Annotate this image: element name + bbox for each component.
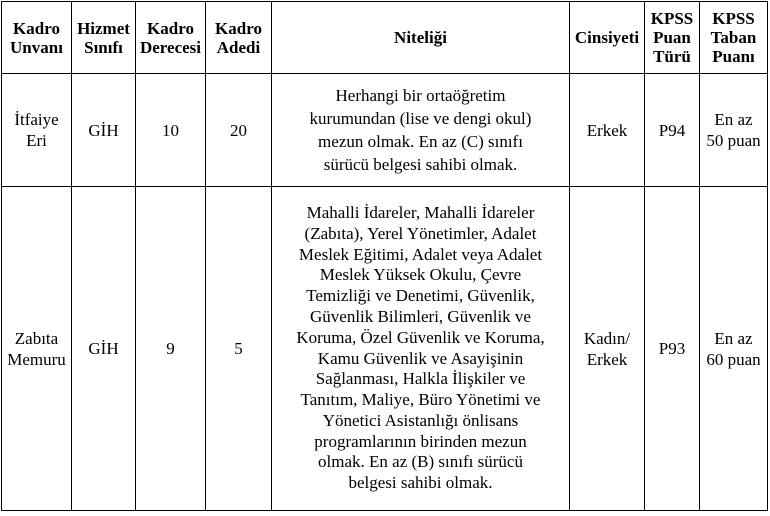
cell-kpss-puan-turu: P94 <box>645 74 700 187</box>
cell-kadro-adedi: 20 <box>206 74 272 187</box>
cell-hizmet-sinifi: GİH <box>72 187 136 511</box>
header-row <box>2 2 768 74</box>
kadro-table <box>1 1 768 511</box>
cell-kadro-derecesi: 9 <box>136 187 206 511</box>
cell-kadro-unvani: Zabıta Memuru <box>2 187 72 511</box>
header-kpss-taban-puani: KPSS Taban Puanı <box>700 2 768 74</box>
header-niteligi: Niteliği <box>272 2 570 74</box>
cell-kadro-adedi: 5 <box>206 187 272 511</box>
header-cinsiyeti: Cinsiyeti <box>570 2 645 74</box>
cell-niteligi: Mahalli İdareler, Mahalli İdareler (Zabıta), Yerel Yönetimler, Adalet Meslek Eğitimi, Adalet veya Adalet Meslek Yüksek Okulu, Çevre Temizliği ve Denetimi, Güvenlik, Güvenlik Bilimleri, Güvenlik ve Koruma, Özel Güvenlik ve Koruma, Kamu Güvenlik ve Asayişinin Sağlanması, Halkla İlişkiler ve Tanıtım, Maliye, Büro Yönetimi ve Yönetici Asistanlığı önlisans programlarının birinden mezun olmak. En az (B) sınıfı sürücü belgesi sahibi olmak. <box>272 187 570 511</box>
header-kadro-derecesi: Kadro Derecesi <box>136 2 206 74</box>
cell-kpss-puan-turu: P93 <box>645 187 700 511</box>
header-kadro-adedi: Kadro Adedi <box>206 2 272 74</box>
table-row <box>2 74 768 187</box>
cell-kadro-derecesi: 10 <box>136 74 206 187</box>
cell-cinsiyeti: Erkek <box>570 74 645 187</box>
cell-niteligi: Herhangi bir ortaöğretim kurumundan (lise ve dengi okul) mezun olmak. En az (C) sınıfı sürücü belgesi sahibi olmak. <box>272 74 570 187</box>
header-kpss-puan-turu: KPSS Puan Türü <box>645 2 700 74</box>
cell-kadro-unvani: İtfaiye Eri <box>2 74 72 187</box>
header-hizmet-sinifi: Hizmet Sınıfı <box>72 2 136 74</box>
table-row <box>2 187 768 511</box>
cell-kpss-taban-puani: En az 50 puan <box>700 74 768 187</box>
cell-hizmet-sinifi: GİH <box>72 74 136 187</box>
cell-kpss-taban-puani: En az 60 puan <box>700 187 768 511</box>
header-kadro-unvani: Kadro Unvanı <box>2 2 72 74</box>
cell-cinsiyeti: Kadın/ Erkek <box>570 187 645 511</box>
